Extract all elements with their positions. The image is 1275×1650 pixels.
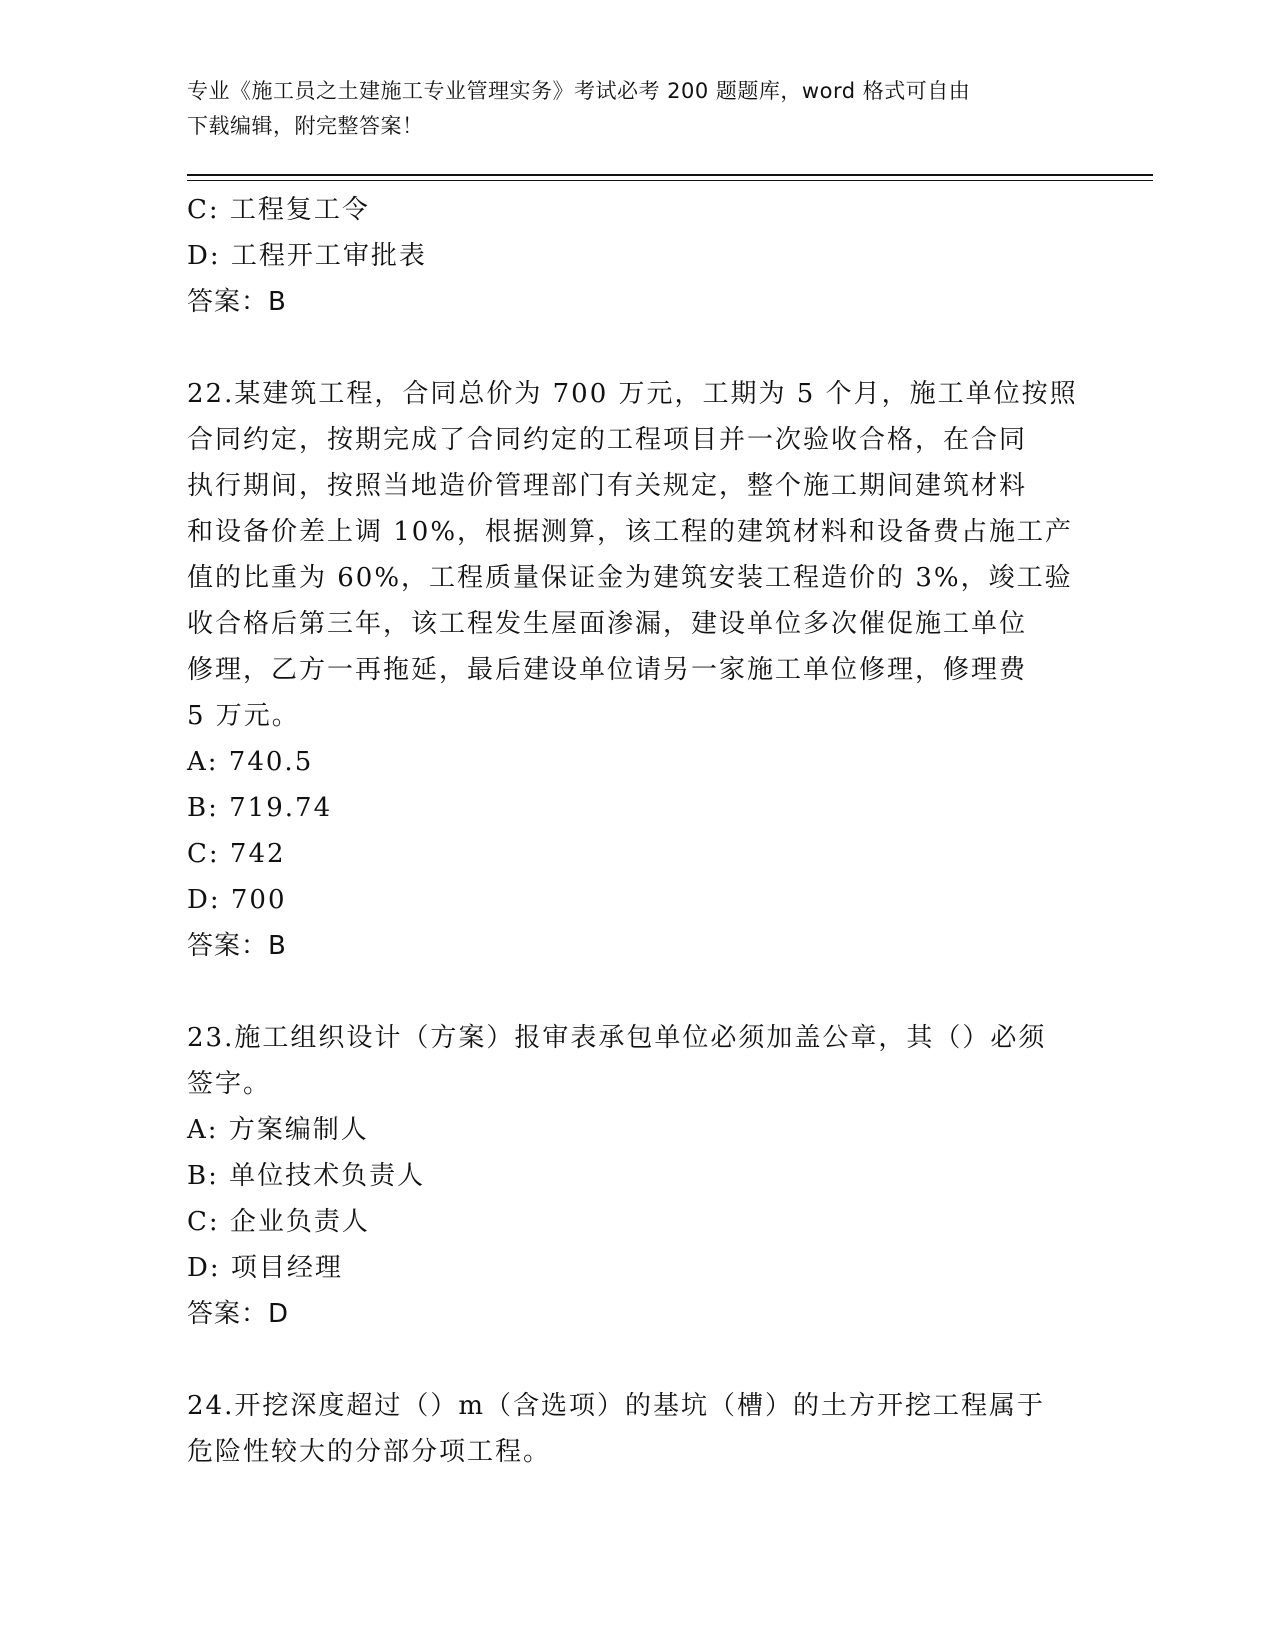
option-d: D: 700 [187, 885, 287, 915]
question-stem-line: 和设备价差上调 10%，根据测算，该工程的建筑材料和设备费占施工产 [187, 517, 1074, 547]
option-c: C: 742 [187, 839, 286, 869]
question-stem-line: 修理，乙方一再拖延，最后建设单位请另一家施工单位修理，修理费 [187, 655, 1028, 685]
question-stem-line: 危险性较大的分部分项工程。 [187, 1437, 552, 1467]
spacer [187, 325, 1087, 371]
header-line-1: 专业《施工员之土建施工专业管理实务》考试必考 200 题题库，word 格式可自由 [187, 79, 971, 103]
question-stem-line: 22.某建筑工程，合同总价为 700 万元，工期为 5 个月，施工单位按照 [187, 379, 1078, 409]
answer-line: 答案：B [187, 931, 287, 961]
question-stem-line: 签字。 [187, 1069, 272, 1099]
option-a: A: 方案编制人 [187, 1115, 369, 1145]
header-rule-thick [187, 174, 1153, 176]
option-a: A: 740.5 [187, 747, 314, 777]
question-stem-line: 24.开挖深度超过（）m（含选项）的基坑（槽）的土方开挖工程属于 [187, 1391, 1046, 1421]
question-stem-line: 23.施工组织设计（方案）报审表承包单位必须加盖公章，其（）必须 [187, 1023, 1047, 1053]
answer-line: 答案：B [187, 287, 287, 317]
answer-line: 答案：D [187, 1299, 290, 1329]
option-d: D: 项目经理 [187, 1253, 343, 1283]
document-header [187, 74, 1067, 144]
option-b: B: 单位技术负责人 [187, 1161, 426, 1191]
spacer [187, 969, 1087, 1015]
question-22 [187, 371, 1087, 969]
option-d: D: 工程开工审批表 [187, 241, 427, 271]
question-24 [187, 1383, 1087, 1475]
option-b: B: 719.74 [187, 793, 333, 823]
question-stem-line: 执行期间，按照当地造价管理部门有关规定，整个施工期间建筑材料 [187, 471, 1028, 501]
question-stem-line: 5 万元。 [187, 701, 300, 731]
header-line-2: 下载编辑，附完整答案！ [187, 114, 424, 138]
question-21-tail [187, 187, 1087, 325]
question-stem-line: 收合格后第三年，该工程发生屋面渗漏，建设单位多次催促施工单位 [187, 609, 1028, 639]
spacer [187, 1337, 1087, 1383]
question-stem-line: 值的比重为 60%，工程质量保证金为建筑安装工程造价的 3%，竣工验 [187, 563, 1073, 593]
question-23 [187, 1015, 1087, 1337]
document-body [187, 187, 1087, 1475]
option-c: C: 企业负责人 [187, 1207, 370, 1237]
header-rule-thin [187, 180, 1153, 181]
question-stem-line: 合同约定，按期完成了合同约定的工程项目并一次验收合格，在合同 [187, 425, 1028, 455]
option-c: C: 工程复工令 [187, 195, 370, 225]
